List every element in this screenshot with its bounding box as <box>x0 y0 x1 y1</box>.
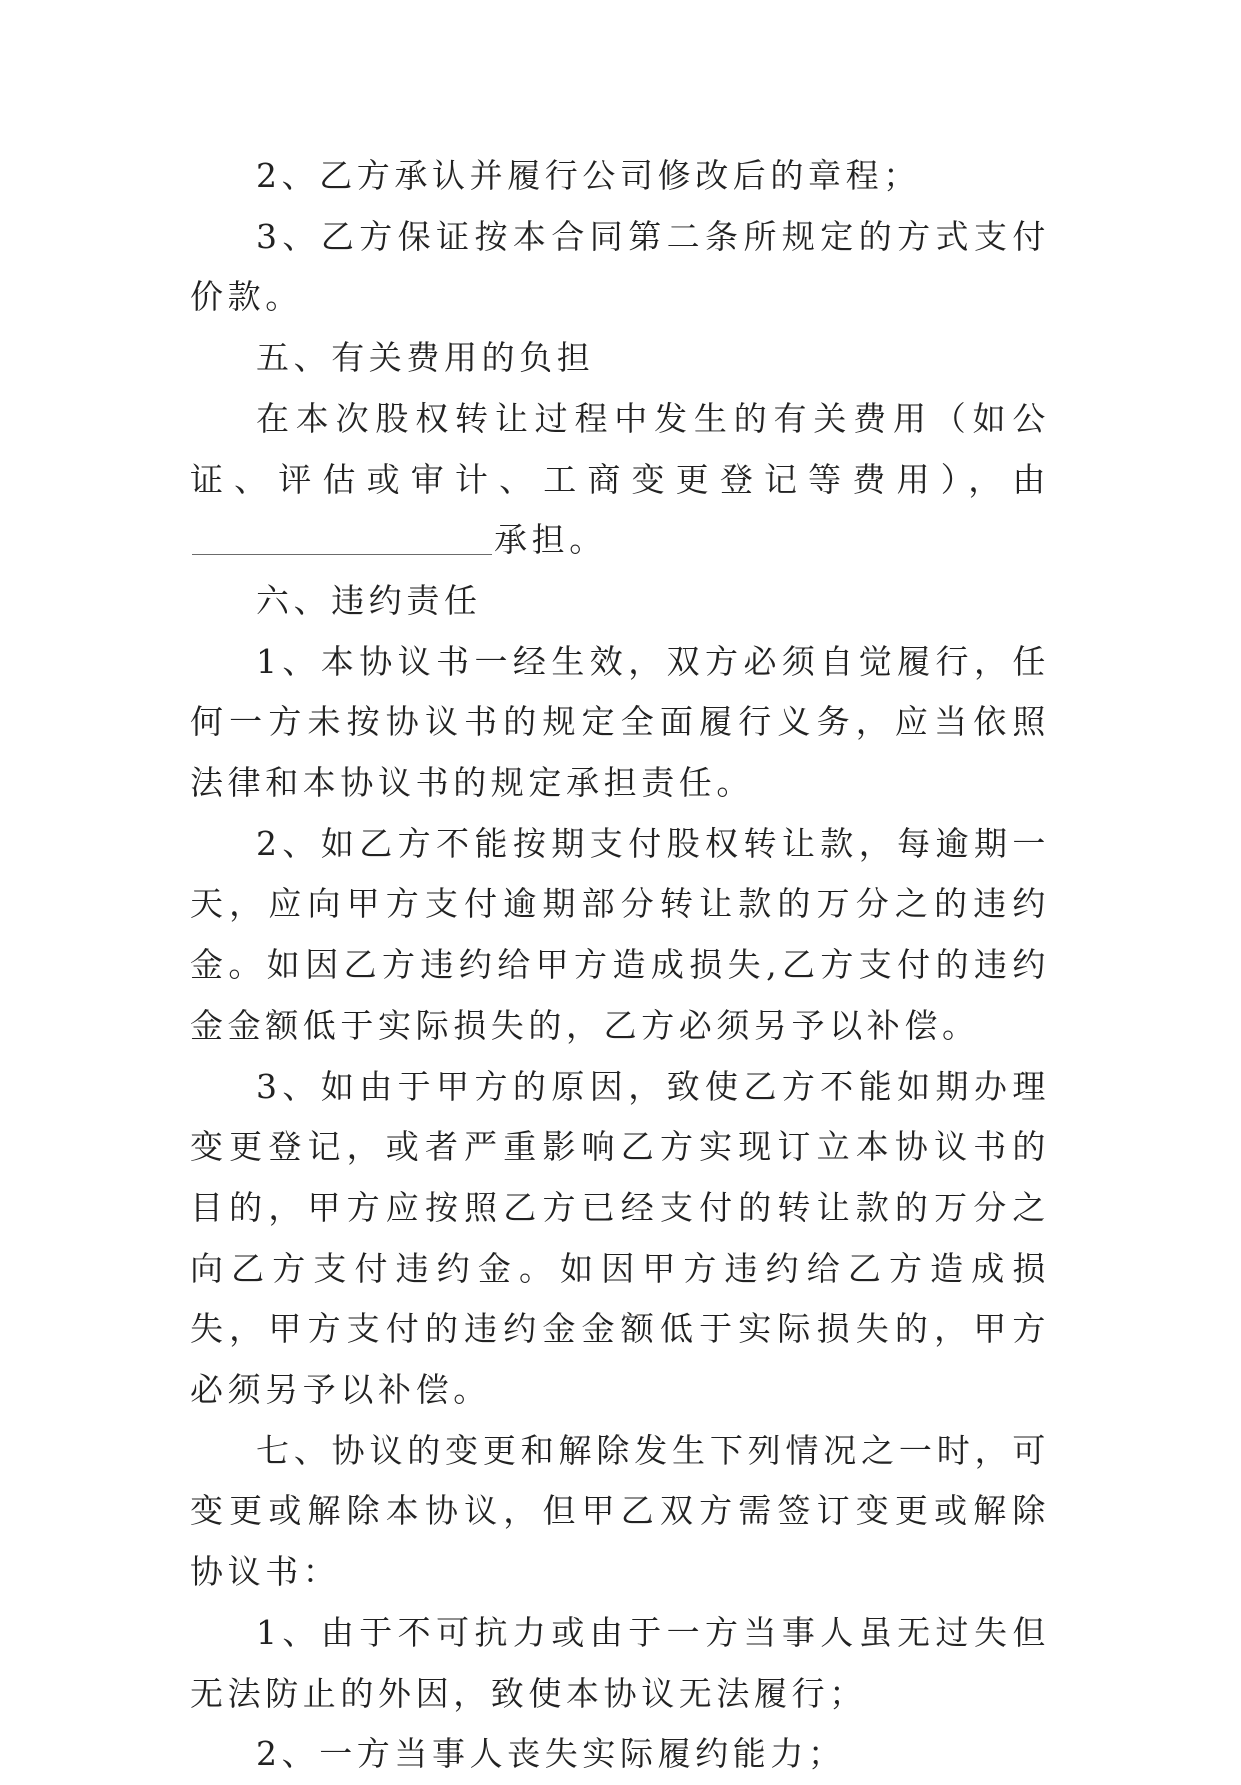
section-seven-heading: 七、协议的变更和解除发生下列情况之一时，可变更或解除本协议，但甲乙双方需签订变更或解除协议书： <box>190 1430 1050 1592</box>
fee-clause-text: 在本次股权转让过程中发生的有关费用（如公证、评估或审计、工商变更登记等费用），由 <box>190 398 1050 499</box>
fee-clause <box>190 389 1050 571</box>
termination-clause-2: 2、一方当事人丧失实际履约能力； <box>256 1734 846 1774</box>
fee-clause-tail: 承担。 <box>494 520 607 560</box>
termination-clause-1: 1、由于不可抗力或由于一方当事人虽无过失但无法防止的外因，致使本协议无法履行； <box>190 1612 1050 1713</box>
clause-2-charter: 2、乙方承认并履行公司修改后的章程； <box>256 156 921 195</box>
liability-clause-2: 2、如乙方不能按期支付股权转让款，每逾期一天，应向甲方支付逾期部分转让款的万分之的违约金。如因乙方违约给甲方造成损失,乙方支付的违约金金额低于实际损失的，乙方必须另予以补偿。 <box>190 823 1050 1045</box>
fill-in-blank <box>192 553 492 555</box>
document-page <box>190 146 1050 1785</box>
section-six-heading: 六、违约责任 <box>256 580 482 620</box>
clause-3-payment: 3、乙方保证按本合同第二条所规定的方式支付价款。 <box>190 216 1050 317</box>
liability-clause-3: 3、如由于甲方的原因，致使乙方不能如期办理变更登记，或者严重影响乙方实现订立本协议书的目的，甲方应按照乙方已经支付的转让款的万分之向乙方支付违约金。如因甲方违约给乙方造成损失，甲方支付的违约金金额低于实际损失的，甲方必须另予以补偿。 <box>190 1066 1050 1410</box>
liability-clause-1: 1、本协议书一经生效，双方必须自觉履行，任何一方未按协议书的规定全面履行义务，应当依照法律和本协议书的规定承担责任。 <box>190 641 1050 803</box>
section-five-heading: 五、有关费用的负担 <box>256 338 595 378</box>
